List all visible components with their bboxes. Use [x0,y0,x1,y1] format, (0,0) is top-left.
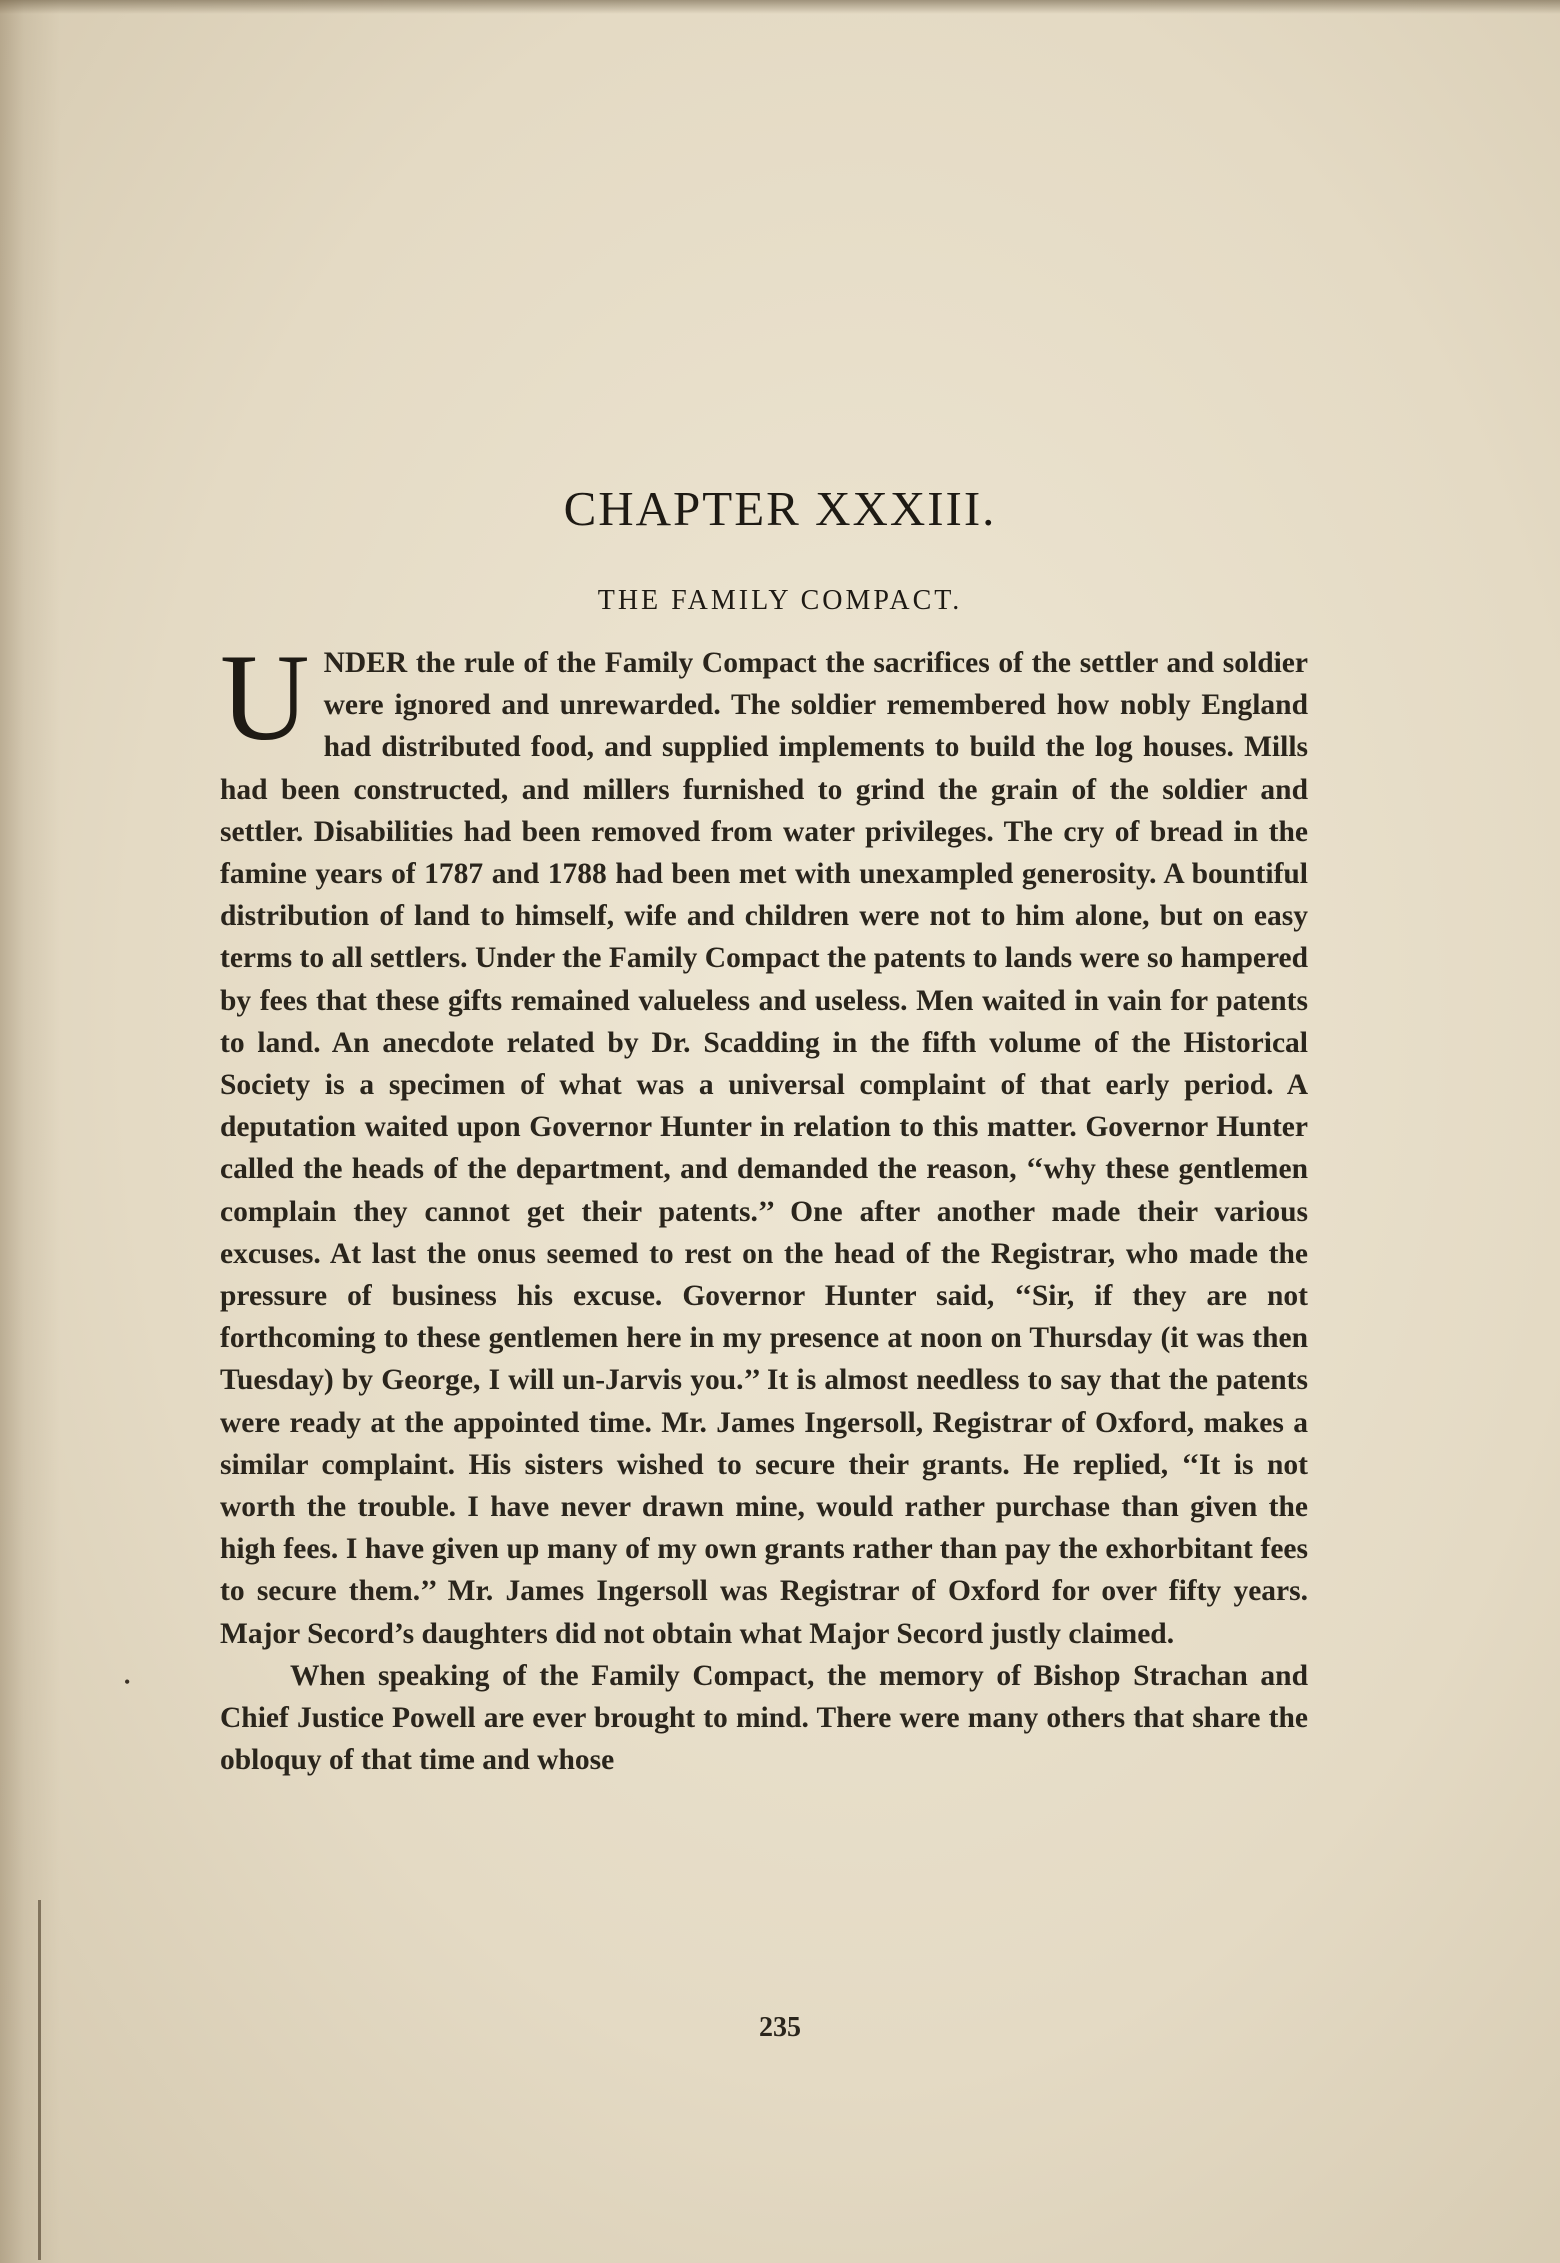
binding-line [38,1900,41,2260]
section-title: THE FAMILY COMPACT. [597,585,963,616]
chapter-title: CHAPTER XXXIII. [563,481,997,536]
body-text [220,629,1308,1781]
page-top-edge [0,0,1560,14]
margin-mark: • [124,1672,131,1692]
page-number: 235 [759,2012,801,2043]
paragraph-1 [220,629,1308,1655]
paragraph-2: When speaking of the Family Compact, the memory of Bishop Strachan and Chief Justice Powell are ever brought to mind. There were many others that share the obloquy of that time and whose [220,1659,1308,1777]
binding-shadow [0,0,60,2263]
drop-cap: U [220,629,310,766]
paragraph-1-text: NDER the rule of the Family Compact the sacrifices of the settler and soldier were ignored and unrewarded. The soldier remembered how nobly England had distributed food, and supplied implements to build the log houses. Mills had been constructed, and millers furnished to grind the grain of the soldier and settler. Disabilities had been removed from water privileges. The cry of bread in the famine years of 1787 and 1788 had been met with unexampled generosity. A bountiful distribution of land to himself, wife and children were not to him alone, but on easy terms to all settlers. Under the Family Compact the patents to lands were so hampered by fees that these gifts remained valueless and useless. Men waited in vain for patents to land. An anecdote related by Dr. Scadding in the fifth volume of the Historical Society is a specimen of what was a universal complaint of that early period. A deputation waited upon Governor Hunter in relation to this matter. Governor Hunter called the heads of the department, and demanded the reason, ‘‘why these gentlemen complain they cannot get their patents.’’ One after another made their various excuses. At last the onus seemed to rest on the head of the Registrar, who made the pressure of business his excuse. Governor Hunter said, ‘‘Sir, if they are not forthcoming to these gentlemen here in my presence at noon on Thursday (it was then Tuesday) by George, I will un-Jarvis you.’’ It is almost needless to say that the patents were ready at the appointed time. Mr. James Ingersoll, Registrar of Oxford, makes a similar complaint. His sisters wished to secure their grants. He replied, ‘‘It is not worth the trouble. I have never drawn mine, would rather purchase than given the high fees. I have given up many of my own grants rather than pay the exhorbitant fees to secure them.’’ Mr. James Ingersoll was Registrar of Oxford for over fifty years. Major Secord’s daughters did not obtain what Major Secord justly claimed. [220,647,1308,1650]
